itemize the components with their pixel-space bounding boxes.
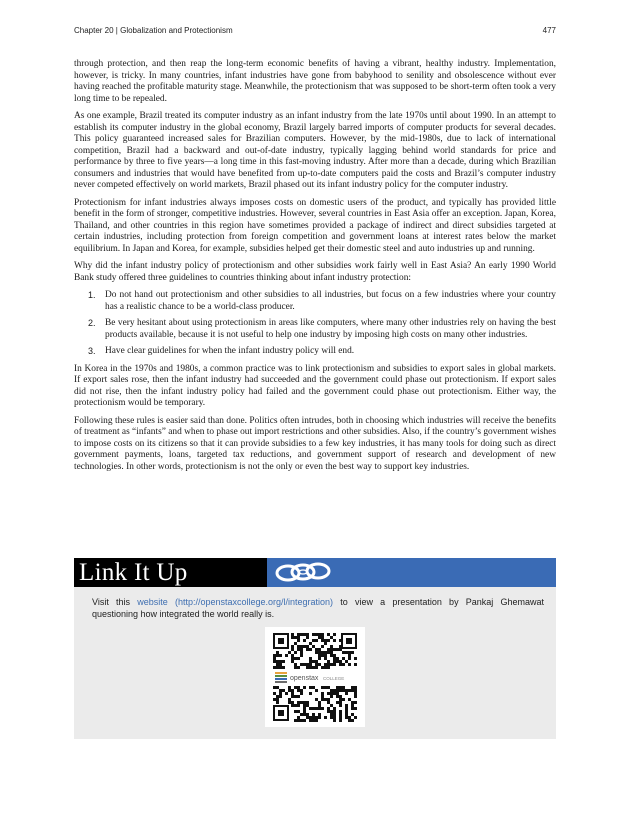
link-it-up-box [74, 587, 556, 739]
link-it-up-text [92, 596, 544, 620]
list-text: Do not hand out protectionism and other subsidies to all industries, but focus on a few industries where your country has a realistic chance to be a world-class producer. [105, 290, 556, 312]
openstax-logo-text: openstax [290, 675, 319, 682]
guidelines-list [74, 290, 556, 358]
link-it-up-banner [74, 558, 556, 587]
paragraph: In Korea in the 1970s and 1980s, a common practice was to link protectionism and subsidies to export sales in global markets. If export sales rose, then the infant industry had succeeded and the government could phase out protectionism. If export sales did not rise, then the infant industry policy had failed and the government could phase out protectionism. Either way, the protectionism would be temporary. [74, 363, 556, 408]
main-text [74, 59, 556, 479]
list-item [74, 318, 556, 341]
list-item [74, 290, 556, 313]
list-number: 3. [88, 346, 96, 356]
link-text-before: Visit this [92, 597, 138, 607]
website-link[interactable]: website (http://openstaxcollege.org/l/integration) [137, 597, 334, 607]
page-number: 477 [542, 26, 556, 35]
openstax-logo-subtext: COLLEGE [323, 676, 345, 681]
paragraph: As one example, Brazil treated its computer industry as an infant industry from the late 1970s until about 1990. In an attempt to establish its computer industry in the global economy, Brazil largely barred imports of computer products for several decades. This policy guaranteed increased sales for Brazilian computers. However, by the mid-1980s, due to lack of international competition, Brazil had a backward and out-of-date industry, typically lagging behind world standards for price and performance by three to five years—a long time in this fast-moving industry. After more than a decade, during which Brazilian consumers and industries that would have benefited from up-to-date computers paid the costs and Brazil’s computer industry never competed effectively on world markets, Brazil phased out its infant industry policy for the computer industry. [74, 111, 556, 190]
chapter-title: Chapter 20 | Globalization and Protectionism [74, 26, 233, 35]
qr-code[interactable] [265, 627, 365, 727]
list-text: Have clear guidelines for when the infant industry policy will end. [105, 346, 355, 356]
link-it-up-title: Link It Up [79, 559, 188, 586]
paragraph: Following these rules is easier said than done. Politics often intrudes, both in choosing which industries will receive the benefits of treatment as “infants” and when to phase out import restrictions and other subsidies. Also, if the country’s government wishes to impose costs on its citizens so that it can provide subsidies to a few key industries, it has many tools for doing such as direct government payments, loans, targeted tax reductions, and government support of research and development of new technologies. In other words, protectionism is not the only or even the best way to support key industries. [74, 415, 556, 472]
list-number: 1. [88, 290, 96, 300]
paragraph: Why did the infant industry policy of protectionism and other subsidies work fairly well in East Asia? An early 1990 World Bank study offered three guidelines to countries thinking about infant industry protection: [74, 261, 556, 283]
qr-code-image [265, 627, 365, 727]
running-header [74, 26, 556, 38]
chain-link-icon [274, 561, 332, 583]
link-text-after: to view a presentation by Pankaj Ghemawat questioning how integrated the world really is. [92, 597, 544, 619]
paragraph: Protectionism for infant industries always imposes costs on domestic users of the product, and typically has provided little benefit in the form of stronger, competitive industries. However, several countries in East Asia offer an exception. Japan, Korea, Thailand, and other countries in this region have sometimes provided a package of indirect and direct subsidies targeted at certain industries, including protection from foreign competition and government loans at interest rates below the market equilibrium. In Japan and Korea, for example, subsidies helped get their domestic steel and auto industries up and running. [74, 197, 556, 254]
list-item [74, 346, 556, 358]
list-number: 2. [88, 318, 96, 328]
list-text: Be very hesitant about using protectionism in areas like computers, where many other industries rely on having the best products available, because it is not useful to help one industry by imposing high costs on many other industries. [105, 318, 556, 340]
paragraph: through protection, and then reap the long-term economic benefits of having a vibrant, healthy industry. Implementation, however, is tricky. In many countries, infant industries have gone from babyhood to senility and obsolescence without ever having reached the profitable maturity stage. Meanwhile, the protectionism that was supposed to be short-term often took a very long time to be repealed. [74, 59, 556, 104]
